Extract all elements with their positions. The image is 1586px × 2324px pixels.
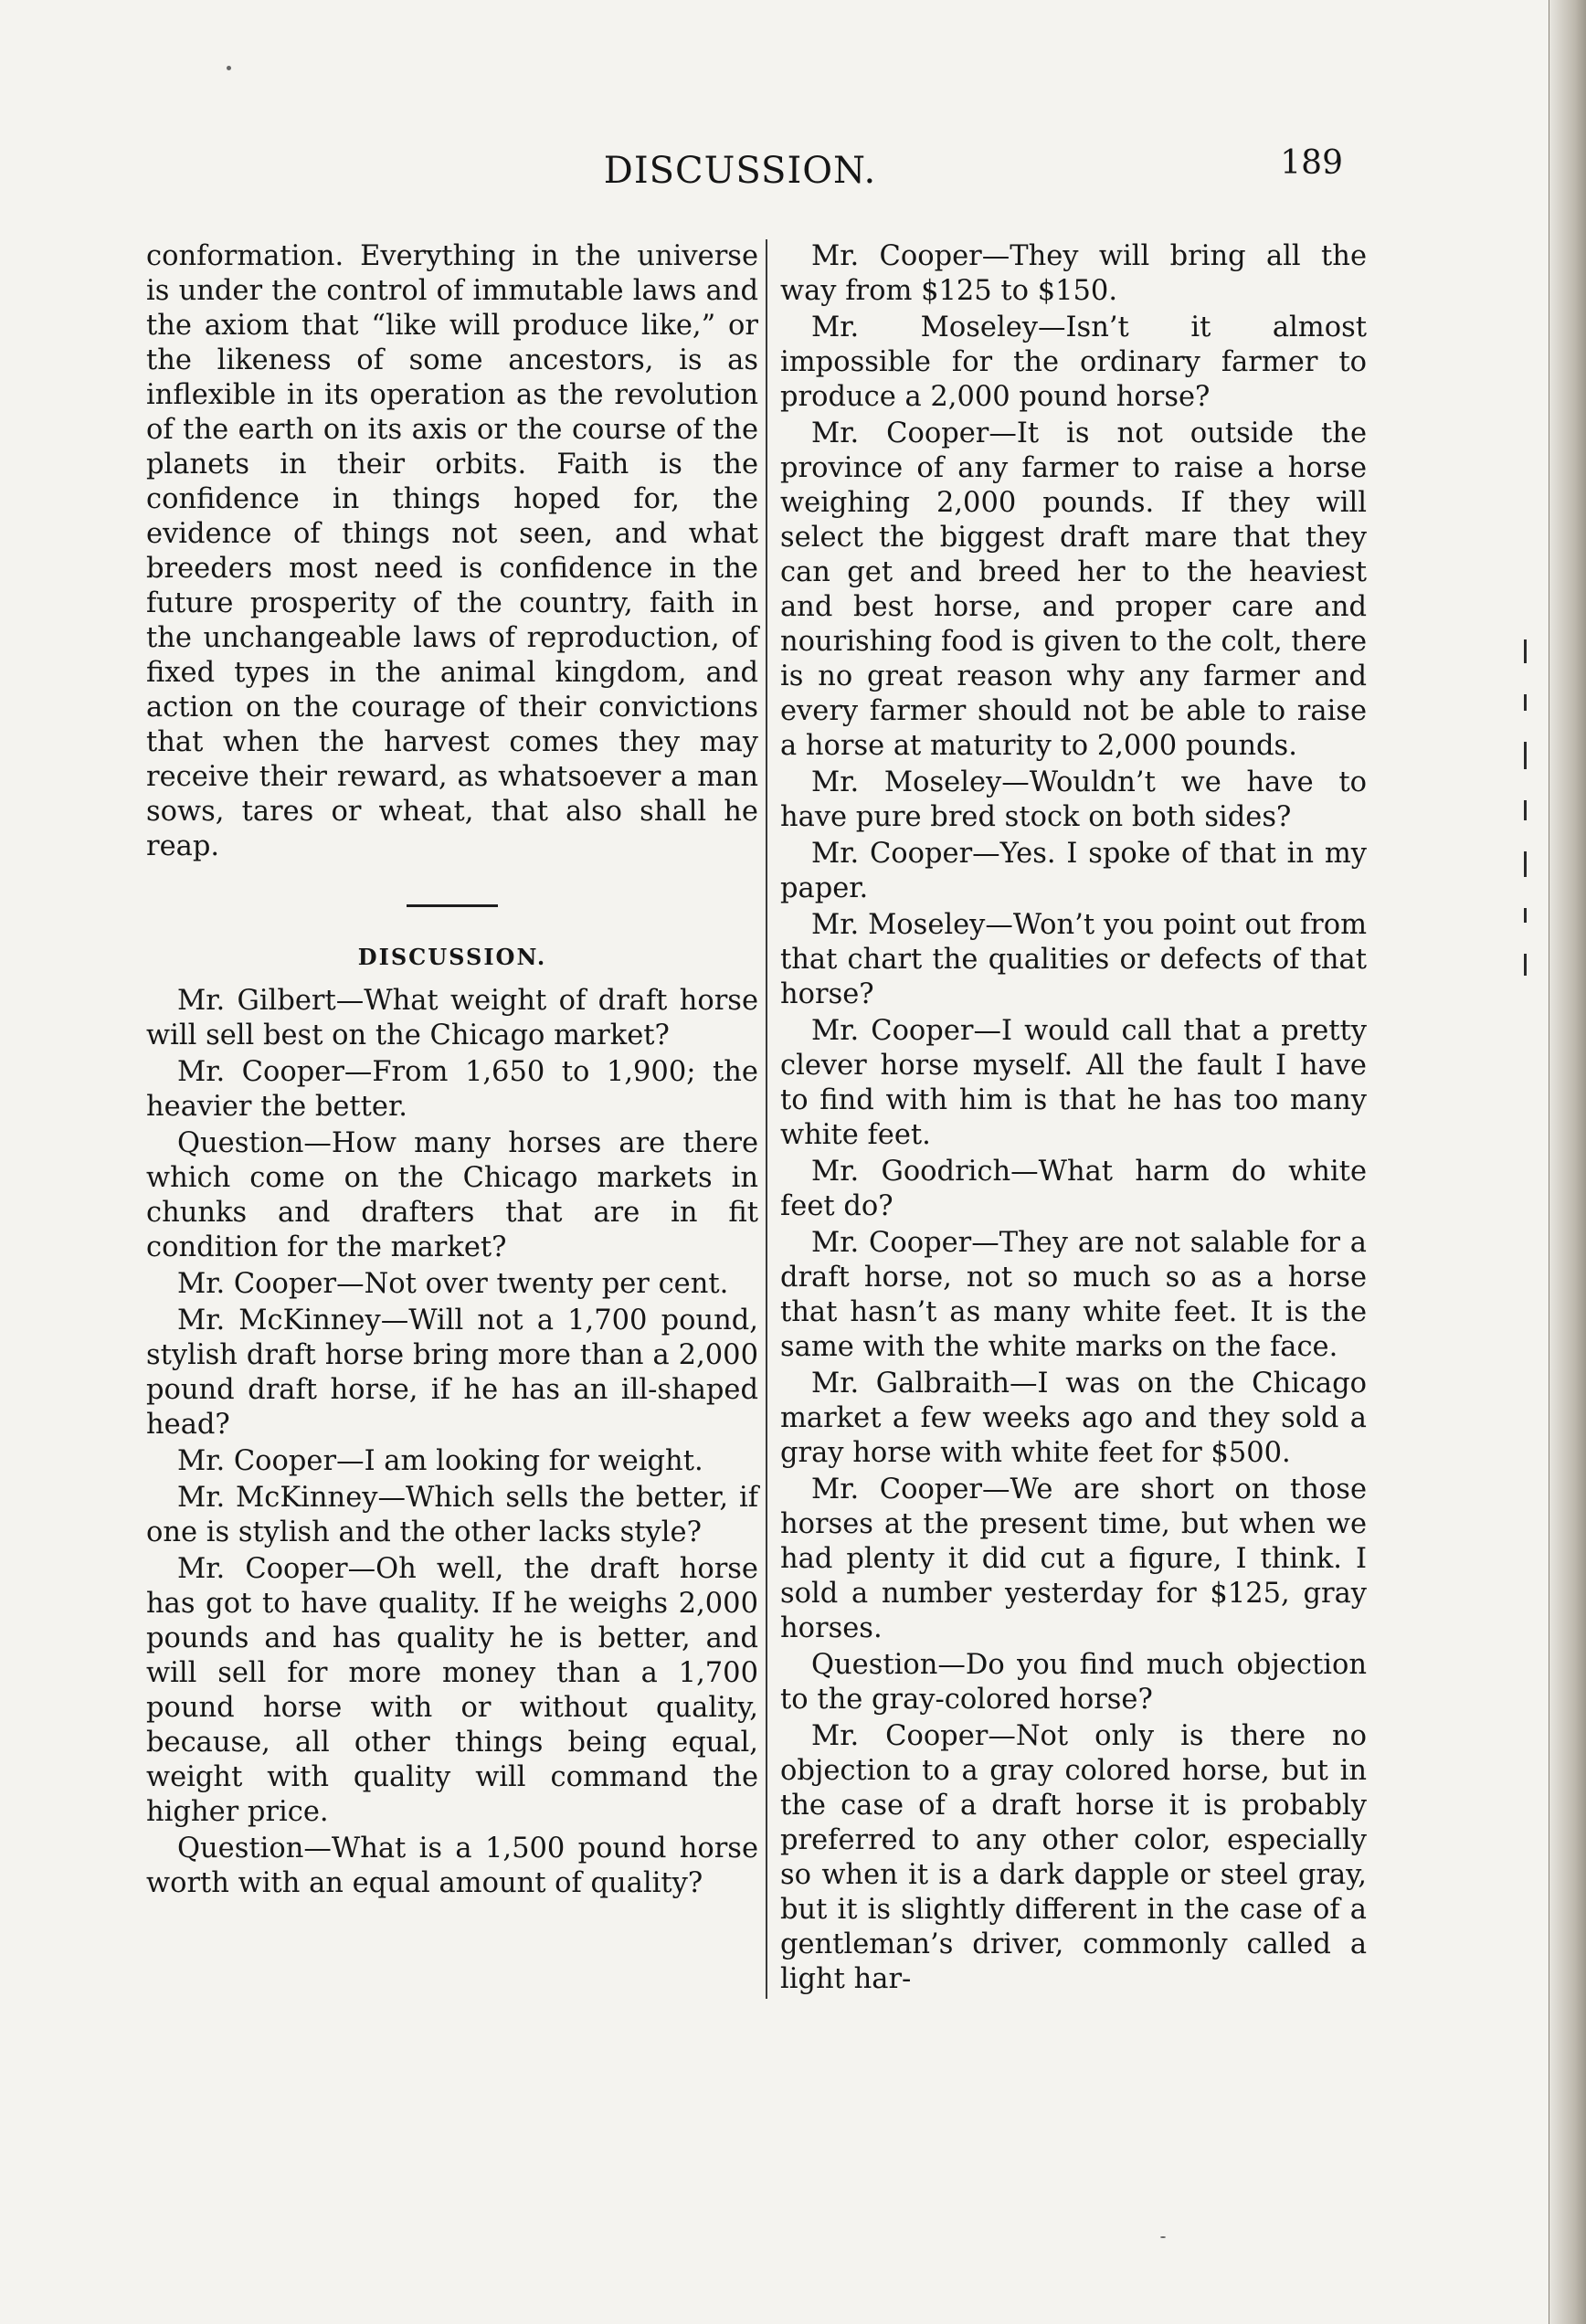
left-column [146, 239, 758, 1903]
dialogue-paragraph: Mr. Cooper—They are not salable for a draft horse, not so much so as a horse that hasn’t as many white feet. It is the same with the white marks on the face. [780, 1227, 1367, 1363]
dialogue-paragraph: Mr. Moseley—Isn’t it almost impossible for the ordinary farmer to produce a 2,000 pound horse? [780, 312, 1367, 413]
section-heading: DISCUSSION. [357, 944, 547, 970]
page-header [146, 144, 1343, 199]
dialogue-paragraph: Mr. Gilbert—What weight of draft horse will sell best on the Chicago market? [146, 985, 758, 1051]
dialogue-paragraph: Mr. Cooper—Not only is there no objection to a gray colored horse, but in the case of a draft horse it is probably preferred to any other color, especially so when it is a dark dapple or steel gray, but it is slightly different in the case of a gentleman’s driver, commonly called a light har- [780, 1720, 1367, 1995]
essay-paragraph: conformation. Everything in the universe is under the control of immutable laws and the axiom that “like will produce like,” or the likeness of some ancestors, is as inflexible in its operation as the revolution of the earth on its axis or the course of the planets in their orbits. Faith is the confidence in things hoped for, the evidence of things not seen, and what breeders most need is confidence in the future prosperity of the country, faith in the unchangeable laws of reproduction, of fixed types in the animal kingdom, and action on the courage of their convictions that when the harvest comes they may receive their reward, as whatsoever a man sows, tares or wheat, that also shall he reap. [146, 240, 758, 862]
dialogue-paragraph: Mr. Cooper—From 1,650 to 1,900; the heavier the better. [146, 1056, 758, 1123]
speck [227, 66, 231, 70]
dialogue-paragraph: Mr. McKinney—Which sells the better, if one is stylish and the other lacks style? [146, 1482, 758, 1548]
binding-marks [1520, 639, 1533, 1114]
running-head: DISCUSSION. [603, 150, 877, 192]
dialogue-paragraph: Mr. Cooper—Not over twenty per cent. [177, 1268, 729, 1300]
speck [1160, 2236, 1166, 2238]
dialogue-paragraph: Mr. Moseley—Wouldn’t we have to have pure bred stock on both sides? [780, 766, 1367, 833]
page-number: 189 [1280, 144, 1343, 182]
dialogue-paragraph: Mr. Moseley—Won’t you point out from that chart the qualities or defects of that horse? [780, 909, 1367, 1010]
section-rule [407, 904, 498, 907]
dialogue-paragraph: Question—Do you find much objection to the gray-colored horse? [780, 1649, 1367, 1716]
page-edge [1549, 0, 1586, 2324]
dialogue-paragraph: Question—What is a 1,500 pound horse worth with an equal amount of quality? [146, 1833, 758, 1899]
dialogue-paragraph: Mr. Cooper—We are short on those horses at the present time, but when we had plenty it did cut a figure, I think. I sold a number yesterday for $125, gray horses. [780, 1474, 1367, 1644]
dialogue-paragraph: Mr. Galbraith—I was on the Chicago market a few weeks ago and they sold a gray horse with white feet for $500. [780, 1368, 1367, 1469]
dialogue-paragraph: Mr. McKinney—Will not a 1,700 pound, stylish draft horse bring more than a 2,000 pound draft horse, if he has an ill-shaped head? [146, 1305, 758, 1441]
dialogue-paragraph: Mr. Cooper—It is not outside the province of any farmer to raise a horse weighing 2,000 pounds. If they will select the biggest draft mare that they can get and breed her to the heaviest and best horse, and proper care and nourishing food is given to the colt, there is no great reason why any farmer and every farmer should not be able to raise a horse at maturity to 2,000 pounds. [780, 417, 1367, 762]
right-column [766, 239, 1367, 1999]
dialogue-paragraph: Mr. Cooper—Oh well, the draft horse has got to have quality. If he weighs 2,000 pounds and has quality he is better, and will sell for more money than a 1,700 pound horse with or without quality, because, all other things being equal, weight with quality will command the higher price. [146, 1553, 758, 1828]
dialogue-paragraph: Mr. Cooper—I would call that a pretty clever horse myself. All the fault I have to find with him is that he has too many white feet. [780, 1015, 1367, 1151]
dialogue-paragraph: Question—How many horses are there which come on the Chicago markets in chunks and drafters that are in fit condition for the market? [146, 1127, 758, 1263]
dialogue-paragraph: Mr. Goodrich—What harm do white feet do? [780, 1156, 1367, 1222]
dialogue-paragraph: Mr. Cooper—They will bring all the way from $125 to $150. [780, 240, 1367, 307]
dialogue-paragraph: Mr. Cooper—Yes. I spoke of that in my paper. [780, 838, 1367, 904]
dialogue-paragraph: Mr. Cooper—I am looking for weight. [177, 1445, 703, 1477]
